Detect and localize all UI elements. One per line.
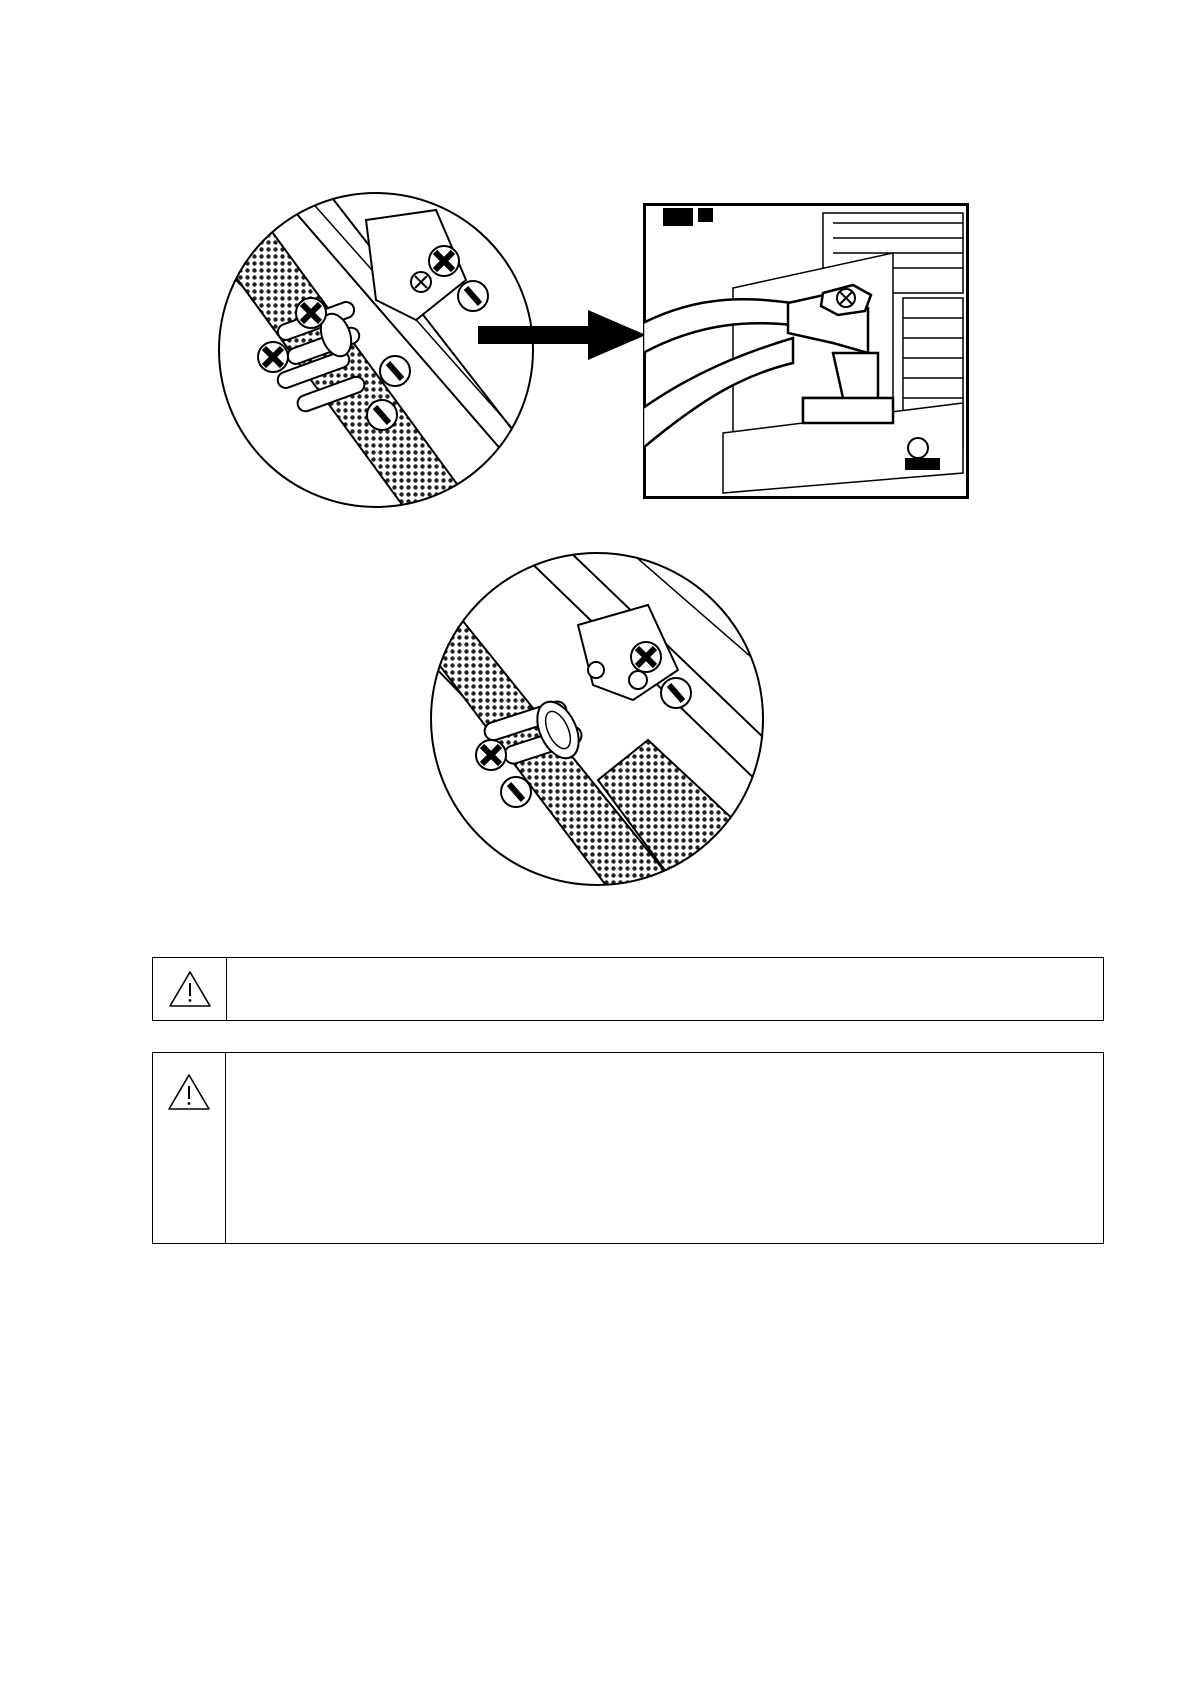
minus-terminal-icon [367,400,397,430]
plus-terminal-icon [429,246,459,276]
warning-box [152,1052,1104,1244]
warning-triangle-icon [167,1073,211,1111]
plus-terminal-icon [631,642,661,672]
minus-terminal-icon [661,678,691,708]
minus-terminal-icon [380,356,410,386]
warning-text [226,1053,1103,1243]
right-arrow-icon [478,310,648,360]
terminal-lug-closeup [643,203,969,499]
minus-terminal-icon [458,281,488,311]
warning-text [227,958,1103,1020]
warning-triangle-icon [168,970,212,1008]
warning-icon-cell [153,1053,226,1243]
plus-terminal-icon [476,740,506,770]
plus-terminal-icon [258,342,288,372]
minus-terminal-icon [501,777,531,807]
warning-icon-cell [153,958,227,1020]
battery-terminal-detail-single-cable [428,550,766,888]
plus-terminal-icon [296,298,326,328]
warning-box [152,957,1104,1021]
